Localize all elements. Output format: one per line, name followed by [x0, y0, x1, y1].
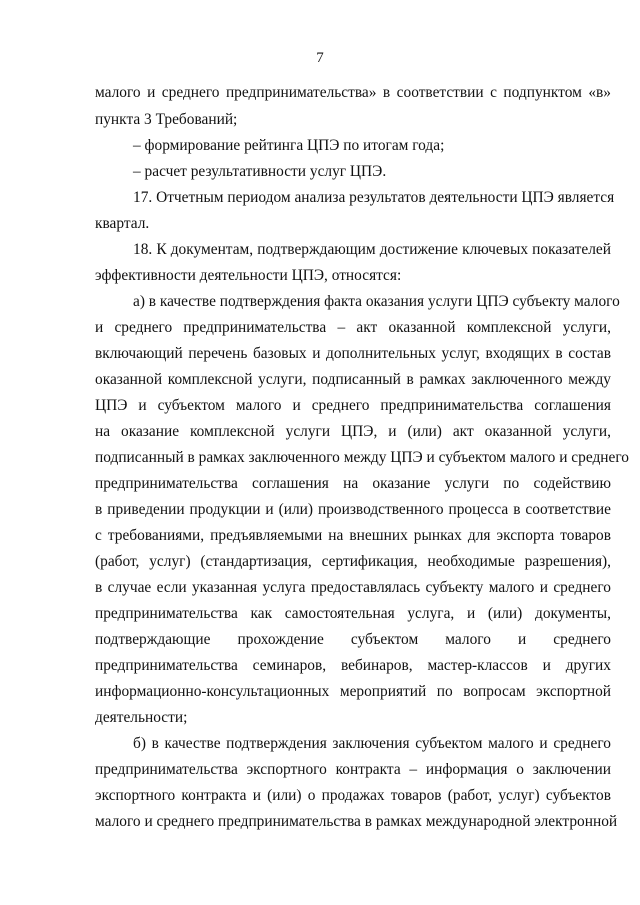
text-line: предпринимательства семинаров, вебинаров, мастер-классов и других — [95, 657, 611, 674]
page-number: 7 — [316, 50, 324, 66]
text-line: пункта 3 Требований; — [95, 111, 238, 128]
text-line: подтверждающие прохождение субъектом малого и среднего — [95, 631, 611, 648]
text-line: информационно-консультационных мероприятий по вопросам экспортной — [95, 683, 611, 700]
text-line: квартал. — [95, 215, 150, 232]
text-line: – расчет результативности услуг ЦПЭ. — [133, 163, 387, 180]
text-line: (работ, услуг) (стандартизация, сертификация, необходимые разрешения), — [95, 553, 611, 570]
text-line: б) в качестве подтверждения заключения субъектом малого и среднего — [133, 735, 611, 752]
text-line: 18. К документам, подтверждающим достижение ключевых показателей — [133, 241, 611, 258]
text-line: малого и среднего предпринимательства» в соответствии с подпунктом «в» — [95, 84, 611, 101]
text-line: и среднего предпринимательства – акт оказанной комплексной услуги, — [95, 319, 611, 336]
text-line: на оказание комплексной услуги ЦПЭ, и (или) акт оказанной услуги, — [95, 423, 611, 440]
text-line: 17. Отчетным периодом анализа результатов деятельности ЦПЭ является — [133, 189, 615, 206]
text-line: оказанной комплексной услуги, подписанный в рамках заключенного между — [95, 371, 611, 388]
text-line: предпринимательства экспортного контракта – информация о заключении — [95, 761, 611, 778]
text-line: включающий перечень базовых и дополнительных услуг, входящих в состав — [95, 345, 611, 362]
text-line: деятельности; — [95, 709, 188, 726]
text-line: в приведении продукции и (или) производственного процесса в соответствие — [95, 501, 611, 518]
text-line: а) в качестве подтверждения факта оказания услуги ЦПЭ субъекту малого — [133, 293, 620, 310]
text-line: предпринимательства соглашения на оказание услуги по содействию — [95, 475, 611, 492]
text-line: с требованиями, предъявляемыми на внешних рынках для экспорта товаров — [95, 527, 611, 544]
text-line: предпринимательства как самостоятельная услуга, и (или) документы, — [95, 605, 611, 622]
text-line: малого и среднего предпринимательства в рамках международной электронной — [95, 813, 618, 830]
text-line: эффективности деятельности ЦПЭ, относятся: — [95, 267, 402, 284]
text-line: экспортного контракта и (или) о продажах товаров (работ, услуг) субъектов — [95, 787, 611, 804]
text-line: ЦПЭ и субъектом малого и среднего предпринимательства соглашения — [95, 397, 611, 414]
text-line: подписанный в рамках заключенного между ЦПЭ и субъектом малого и среднего — [95, 449, 629, 466]
text-line: – формирование рейтинга ЦПЭ по итогам года; — [133, 137, 445, 154]
text-line: в случае если указанная услуга предоставлялась субъекту малого и среднего — [95, 579, 611, 596]
